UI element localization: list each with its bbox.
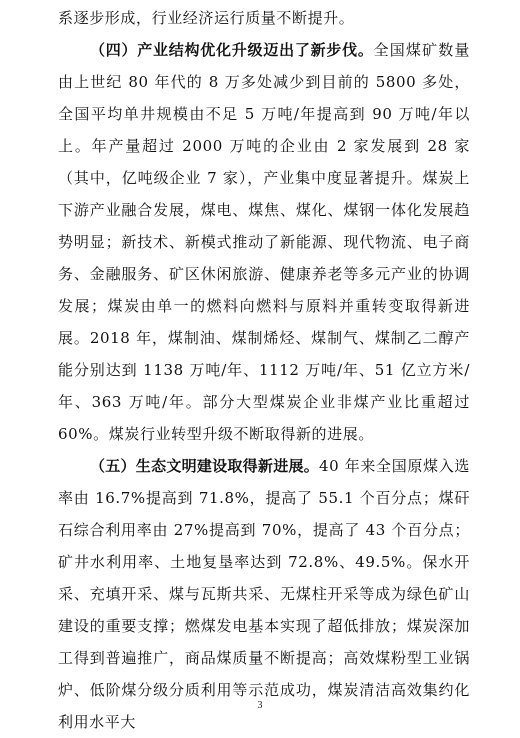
section-5-body: 40 年来全国原煤入选率由 16.7%提高到 71.8%，提高了 55.1 个百分点；煤矸石综合利用率由 27%提高到 70%，提高了 43 个百分点；矿井水利用率、土地复垦率达到 72.8%、49.5%。保水开采、充填开采、煤与瓦斯共采、无煤柱开采等成为绿色矿山建设的重要支撑；燃煤发电基本实现了超低排放；煤炭深加工得到普遍推广，商品煤质量不断提高；高效煤粉型工业锅炉、低阶煤分级分质利用等示范成功，煤炭清洁高效集约化利用水平大 [58,457,470,731]
section-4-heading: （四）产业结构优化升级迈出了新步伐。 [90,41,374,59]
document-body [58,2,470,738]
page-number: 3 [257,700,263,711]
paragraph-section-4 [58,34,470,450]
paragraph-intro-tail [58,2,470,34]
section-5-heading: （五）生态文明建设取得新进展。 [90,457,319,475]
paragraph-section-5 [58,450,470,738]
intro-tail-text: 系逐步形成，行业经济运行质量不断提升。 [58,9,355,27]
section-4-body: 全国煤矿数量由上世纪 80 年代的 8 万多处减少到目前的 5800 多处，全国平均单井规模由不足 5 万吨/年提高到 90 万吨/年以上。年产量超过 2000 万吨的企业由 2 家发展到 28 家（其中，亿吨级企业 7 家），产业集中度显著提升。煤炭上下游产业融合发展，煤电、煤焦、煤化、煤钢一体化发展趋势明显；新技术、新模式推动了新能源、现代物流、电子商务、金融服务、矿区休闲旅游、健康养老等多元产业的协调发展；煤炭由单一的燃料向燃料与原料并重转变取得新进展。2018 年，煤制油、煤制烯烃、煤制气、煤制乙二醇产能分别达到 1138 万吨/年、1112 万吨/年、51 亿立方米/年、363 万吨/年。部分大型煤炭企业非煤产业比重超过 60%。煤炭行业转型升级不断取得新的进展。 [58,41,470,443]
